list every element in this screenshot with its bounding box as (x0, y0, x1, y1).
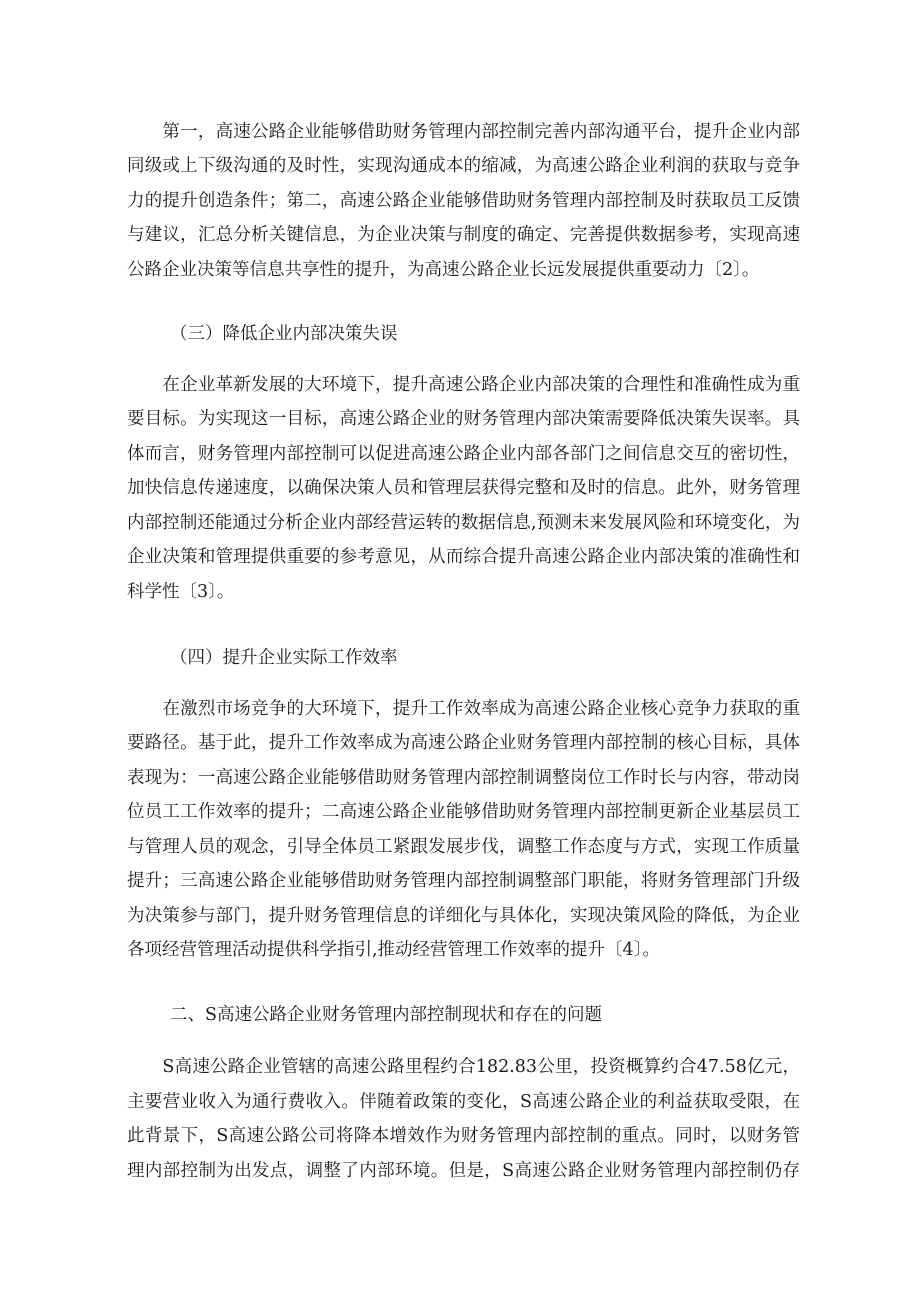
text-line: 体而言，财务管理内部控制可以促进高速公路企业内部各部门之间信息交互的密切性， (127, 444, 800, 464)
text-line: 各项经营管理活动提供科学指引,推动经营管理工作效率的提升〔4〕。 (127, 940, 660, 960)
text-line: 主要营业收入为通行费收入。伴随着政策的变化，S高速公路企业的利益获取受限，在 (127, 1092, 800, 1112)
text-line: 提升；三高速公路企业能够借助财务管理内部控制调整部门职能，将财务管理部门升级 (127, 871, 800, 891)
text-line: 要目标。为实现这一目标，高速公路企业的财务管理内部决策需要降低决策失误率。具 (127, 409, 800, 429)
text-line: 为决策参与部门，提升财务管理信息的详细化与具体化，实现决策风险的降低，为企业 (127, 906, 800, 926)
text-line: 内部控制还能通过分析企业内部经营运转的数据信息,预测未来发展风险和环境变化，为 (127, 513, 800, 533)
text-line: S高速公路企业管辖的高速公路里程约合182.83公里，投资概算约合47.58亿元， (127, 1057, 800, 1077)
text-line: 理内部控制为出发点，调整了内部环境。但是，S高速公路企业财务管理内部控制仍存 (127, 1161, 800, 1181)
text-line: 与建议，汇总分析关键信息，为企业决策与制度的确定、完善提供数据参考，实现高速 (127, 225, 800, 245)
text-line: 此背景下，S高速公路公司将降本增效作为财务管理内部控制的重点。同时，以财务管 (127, 1126, 800, 1146)
text-line: 要路径。基于此，提升工作效率成为高速公路企业财务管理内部控制的核心目标，具体 (127, 733, 800, 753)
text-line: 第一，高速公路企业能够借助财务管理内部控制完善内部沟通平台，提升企业内部 (127, 122, 800, 142)
text-line: 位员工工作效率的提升；二高速公路企业能够借助财务管理内部控制更新企业基层员工 (127, 802, 800, 822)
text-line: 表现为：一高速公路企业能够借助财务管理内部控制调整岗位工作时长与内容，带动岗 (127, 768, 800, 788)
text-line: 企业决策和管理提供重要的参考意见，从而综合提升高速公路企业内部决策的准确性和 (127, 547, 800, 567)
text-line: 科学性〔3〕。 (127, 582, 235, 602)
text-line: 加快信息传递速度，以确保决策人员和管理层获得完整和及时的信息。此外，财务管理 (127, 478, 800, 498)
text-line: 同级或上下级沟通的及时性，实现沟通成本的缩减，为高速公路企业利润的获取与竞争 (127, 156, 800, 176)
section-heading: （四）提升企业实际工作效率 (170, 648, 398, 668)
text-line: 力的提升创造条件；第二，高速公路企业能够借助财务管理内部控制及时获取员工反馈 (127, 191, 800, 211)
section-heading: （三）降低企业内部决策失误 (170, 324, 398, 344)
text-line: 与管理人员的观念，引导全体员工紧跟发展步伐，调整工作态度与方式，实现工作质量 (127, 837, 800, 857)
text-line: 在激烈市场竞争的大环境下，提升工作效率成为高速公路企业核心竞争力获取的重 (127, 699, 800, 719)
section-heading: 二、S高速公路企业财务管理内部控制现状和存在的问题 (170, 1005, 602, 1025)
text-line: 在企业革新发展的大环境下，提升高速公路企业内部决策的合理性和准确性成为重 (127, 375, 800, 395)
text-line: 公路企业决策等信息共享性的提升，为高速公路企业长远发展提供重要动力〔2〕。 (127, 260, 760, 280)
